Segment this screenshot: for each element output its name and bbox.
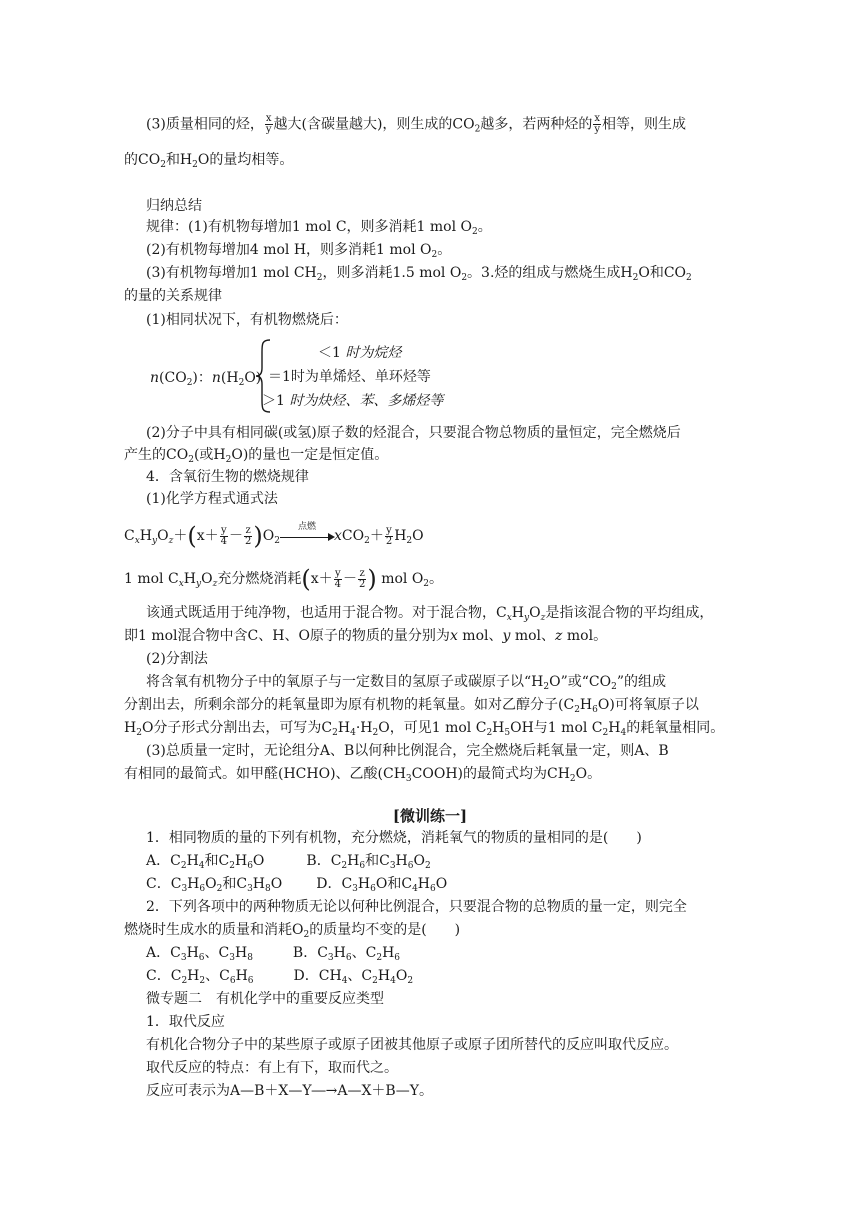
paragraph-line: 将含氧有机物分子中的氧原子与一定数目的氢原子或碳原子以“$H_2O$”或“$CO_2$”的组成 <box>146 674 666 692</box>
reaction-arrow-icon: 点燃 <box>280 528 334 544</box>
rule-line: (1)相同状况下，有机物燃烧后： <box>146 312 348 328</box>
section-heading: 4．含氧衍生物的燃烧规律 <box>146 469 309 485</box>
section-heading: 归纳总结 <box>146 198 202 214</box>
method-heading: (1)化学方程式通式法 <box>146 491 278 507</box>
paragraph-line: 产生的$CO_2$(或$H_2O$)的量也一定是恒定值。 <box>124 447 389 465</box>
paragraph-line: 该通式既适用于纯净物，也适用于混合物。对于混合物，$C_xH_yO_z$是指该混合物的平均组成， <box>146 605 714 623</box>
oxygen-consumption-line: 1 mol $C_xH_yO_z$充分燃烧消耗(x＋ $\frac{y}{4}$ － $\frac{z}{2}$ ) mol $O_2$。 <box>124 565 444 593</box>
paragraph-line: 取代反应的特点：有上有下，取而代之。 <box>146 1060 398 1076</box>
paragraph-line: 有相同的最简式。如甲醛(HCHO)、乙酸$(CH_3COOH)$的最简式均为$CH_2O$。 <box>124 766 602 784</box>
paragraph-line: (3)质量相同的烃， $\frac{x}{y}$ 越大(含碳量越大)，则生成的$CO_2$越多，若两种烃的 $\frac{x}{y}$ 相等，则生成 <box>146 113 687 135</box>
paragraph-line: (2)分子中具有相同碳(或氢)原子数的烃混合，只要混合物总物质的量恒定，完全燃烧后 <box>146 425 681 441</box>
paragraph-line: 反应可表示为A—B＋X—Y―→A—X＋B—Y。 <box>146 1083 433 1099</box>
case-line: ＜1 时为烷烃 <box>318 345 402 361</box>
paragraph-line: 的$CO_2$和$H_2O$的量均相等。 <box>124 152 294 170</box>
question-options: A．$C_2H_4$和$C_2H_6O$ B．$C_2H_6$和$C_3H_6O_2$ <box>146 853 431 871</box>
combustion-equation: $C_xH_yO_z+(x+$ $\frac{y}{4}$ － $\frac{z}{2}$ )$O_2$ 点燃 xCO$_2$＋ $\frac{y}{2}$ $H_2O$ <box>124 522 424 550</box>
rule-line: (2)有机物每增加4 mol H，则多消耗1 mol $O_2$。 <box>146 242 452 260</box>
paragraph-line: $H_2O$分子形式分割出去，可写为$C_2H_4\cdot H_2O$，可见1 mol $C_2H_5OH$与1 mol $C_2H_4$的耗氧量相同。 <box>124 720 725 738</box>
case-line: ＞1 时为炔烃、苯、多烯烃等 <box>262 393 444 409</box>
section-heading: 1．取代反应 <box>146 1014 225 1030</box>
question: 燃烧时生成水的质量和消耗$O_2$的质量均不变的是( ) <box>124 922 461 940</box>
ratio-expression: $n(CO_2)$：$n(H_2O)$ <box>150 370 262 388</box>
question: 1．相同物质的量的下列有机物，充分燃烧，消耗氧气的物质的量相同的是( ) <box>146 830 642 846</box>
practice-title: [微训练一] <box>392 807 468 825</box>
question: 2．下列各项中的两种物质无论以何种比例混合，只要混合物的总物质的量一定，则完全 <box>146 899 687 915</box>
question-options: C．$C_3H_6O_2$和$C_3H_8O$ D．$C_3H_6O$和$C_4H_6O$ <box>146 876 448 894</box>
question-options: C．$C_2H_2$、$C_6H_6$ D．$CH_4$、$C_2H_4O_2$ <box>146 968 414 986</box>
case-line: ＝1时为单烯烃、单环烃等 <box>268 369 431 385</box>
rule-line: 的量的关系规律 <box>124 288 222 304</box>
paragraph-line: 即1 mol混合物中含C、H、O原子的物质的量分别为x mol、y mol、z mol。 <box>124 628 608 644</box>
method-heading: (2)分割法 <box>146 651 208 667</box>
paragraph-line: 有机化合物分子中的某些原子或原子团被其他原子或原子团所替代的反应叫取代反应。 <box>146 1037 678 1053</box>
paragraph-line: (3)总质量一定时，无论组分A、B以何种比例混合，完全燃烧后耗氧量一定，则A、B <box>146 743 669 759</box>
paragraph-line: 分割出去，所剩余部分的耗氧量即为原有机物的耗氧量。如对乙醇分子$(C_2H_6O)$可将氧原子以 <box>124 697 699 715</box>
rule-line: (3)有机物每增加1 mol $CH_2$，则多消耗1.5 mol $O_2$。3.烃的组成与燃烧生成$H_2O$和$CO_2$ <box>146 265 692 283</box>
question-options: A．$C_3H_6$、$C_3H_8$ B．$C_3H_6$、$C_2H_6$ <box>146 945 401 963</box>
topic-heading: 微专题二 有机化学中的重要反应类型 <box>146 991 384 1007</box>
rule-line: 规律：(1)有机物每增加1 mol C，则多消耗1 mol $O_2$。 <box>146 219 492 237</box>
